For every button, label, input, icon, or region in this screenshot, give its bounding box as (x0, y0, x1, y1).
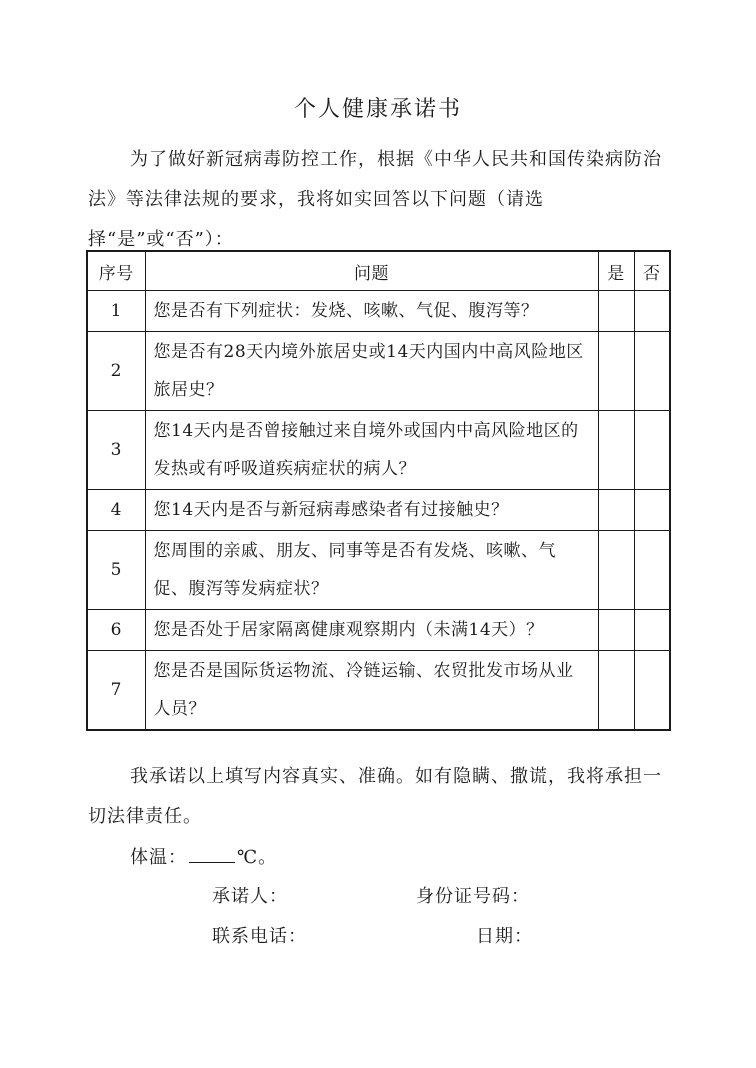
row-index: 2 (87, 332, 145, 411)
table-header-row (87, 251, 670, 291)
no-checkbox-cell[interactable] (634, 490, 670, 531)
row-index: 5 (87, 531, 145, 610)
question-table (86, 250, 671, 731)
header-yes: 是 (598, 251, 634, 291)
row-question: 您是否是国际货运物流、冷链运输、农贸批发市场从业人员？ (145, 651, 598, 731)
no-checkbox-cell[interactable] (634, 291, 670, 332)
header-index: 序号 (87, 251, 145, 291)
yes-checkbox-cell[interactable] (598, 332, 634, 411)
table-row (87, 332, 670, 411)
row-question: 您周围的亲戚、朋友、同事等是否有发烧、咳嗽、气促、腹泻等发病症状？ (145, 531, 598, 610)
date-label: 日期： (476, 926, 533, 947)
temperature-blank[interactable] (189, 844, 235, 863)
no-checkbox-cell[interactable] (634, 411, 670, 490)
yes-checkbox-cell[interactable] (598, 490, 634, 531)
pledge-paragraph: 我承诺以上填写内容真实、准确。如有隐瞒、撒谎，我将承担一切法律责任。 (88, 766, 662, 827)
table-row (87, 610, 670, 651)
intro-paragraph: 为了做好新冠病毒防控工作，根据《中华人民共和国传染病防治法》等法律法规的要求，我将如实回答以下问题（请选择“是”或“否”）： (88, 149, 662, 250)
row-question: 您14天内是否与新冠病毒感染者有过接触史？ (145, 490, 598, 531)
row-question: 您是否处于居家隔离健康观察期内（未满14天）？ (145, 610, 598, 651)
id-number-label: 身份证号码： (416, 886, 530, 907)
table-row (87, 291, 670, 332)
table-row (87, 411, 670, 490)
phone-label: 联系电话： (212, 926, 307, 947)
row-index: 1 (87, 291, 145, 332)
temperature-unit: ℃。 (237, 847, 278, 868)
signer-label: 承诺人： (212, 886, 288, 907)
row-index: 6 (87, 610, 145, 651)
table-row (87, 490, 670, 531)
temperature-label: 体温： (130, 847, 187, 868)
row-question: 您是否有28天内境外旅居史或14天内国内中高风险地区旅居史？ (145, 332, 598, 411)
yes-checkbox-cell[interactable] (598, 411, 634, 490)
header-question: 问题 (145, 251, 598, 291)
yes-checkbox-cell[interactable] (598, 531, 634, 610)
no-checkbox-cell[interactable] (634, 651, 670, 731)
row-question: 您14天内是否曾接触过来自境外或国内中高风险地区的发热或有呼吸道疾病症状的病人？ (145, 411, 598, 490)
table-row (87, 531, 670, 610)
row-index: 3 (87, 411, 145, 490)
temperature-line (130, 843, 277, 869)
no-checkbox-cell[interactable] (634, 332, 670, 411)
yes-checkbox-cell[interactable] (598, 610, 634, 651)
row-index: 4 (87, 490, 145, 531)
yes-checkbox-cell[interactable] (598, 291, 634, 332)
document-title: 个人健康承诺书 (293, 97, 462, 122)
no-checkbox-cell[interactable] (634, 531, 670, 610)
yes-checkbox-cell[interactable] (598, 651, 634, 731)
header-no: 否 (634, 251, 670, 291)
row-index: 7 (87, 651, 145, 731)
table-row (87, 651, 670, 731)
no-checkbox-cell[interactable] (634, 610, 670, 651)
row-question: 您是否有下列症状：发烧、咳嗽、气促、腹泻等？ (145, 291, 598, 332)
